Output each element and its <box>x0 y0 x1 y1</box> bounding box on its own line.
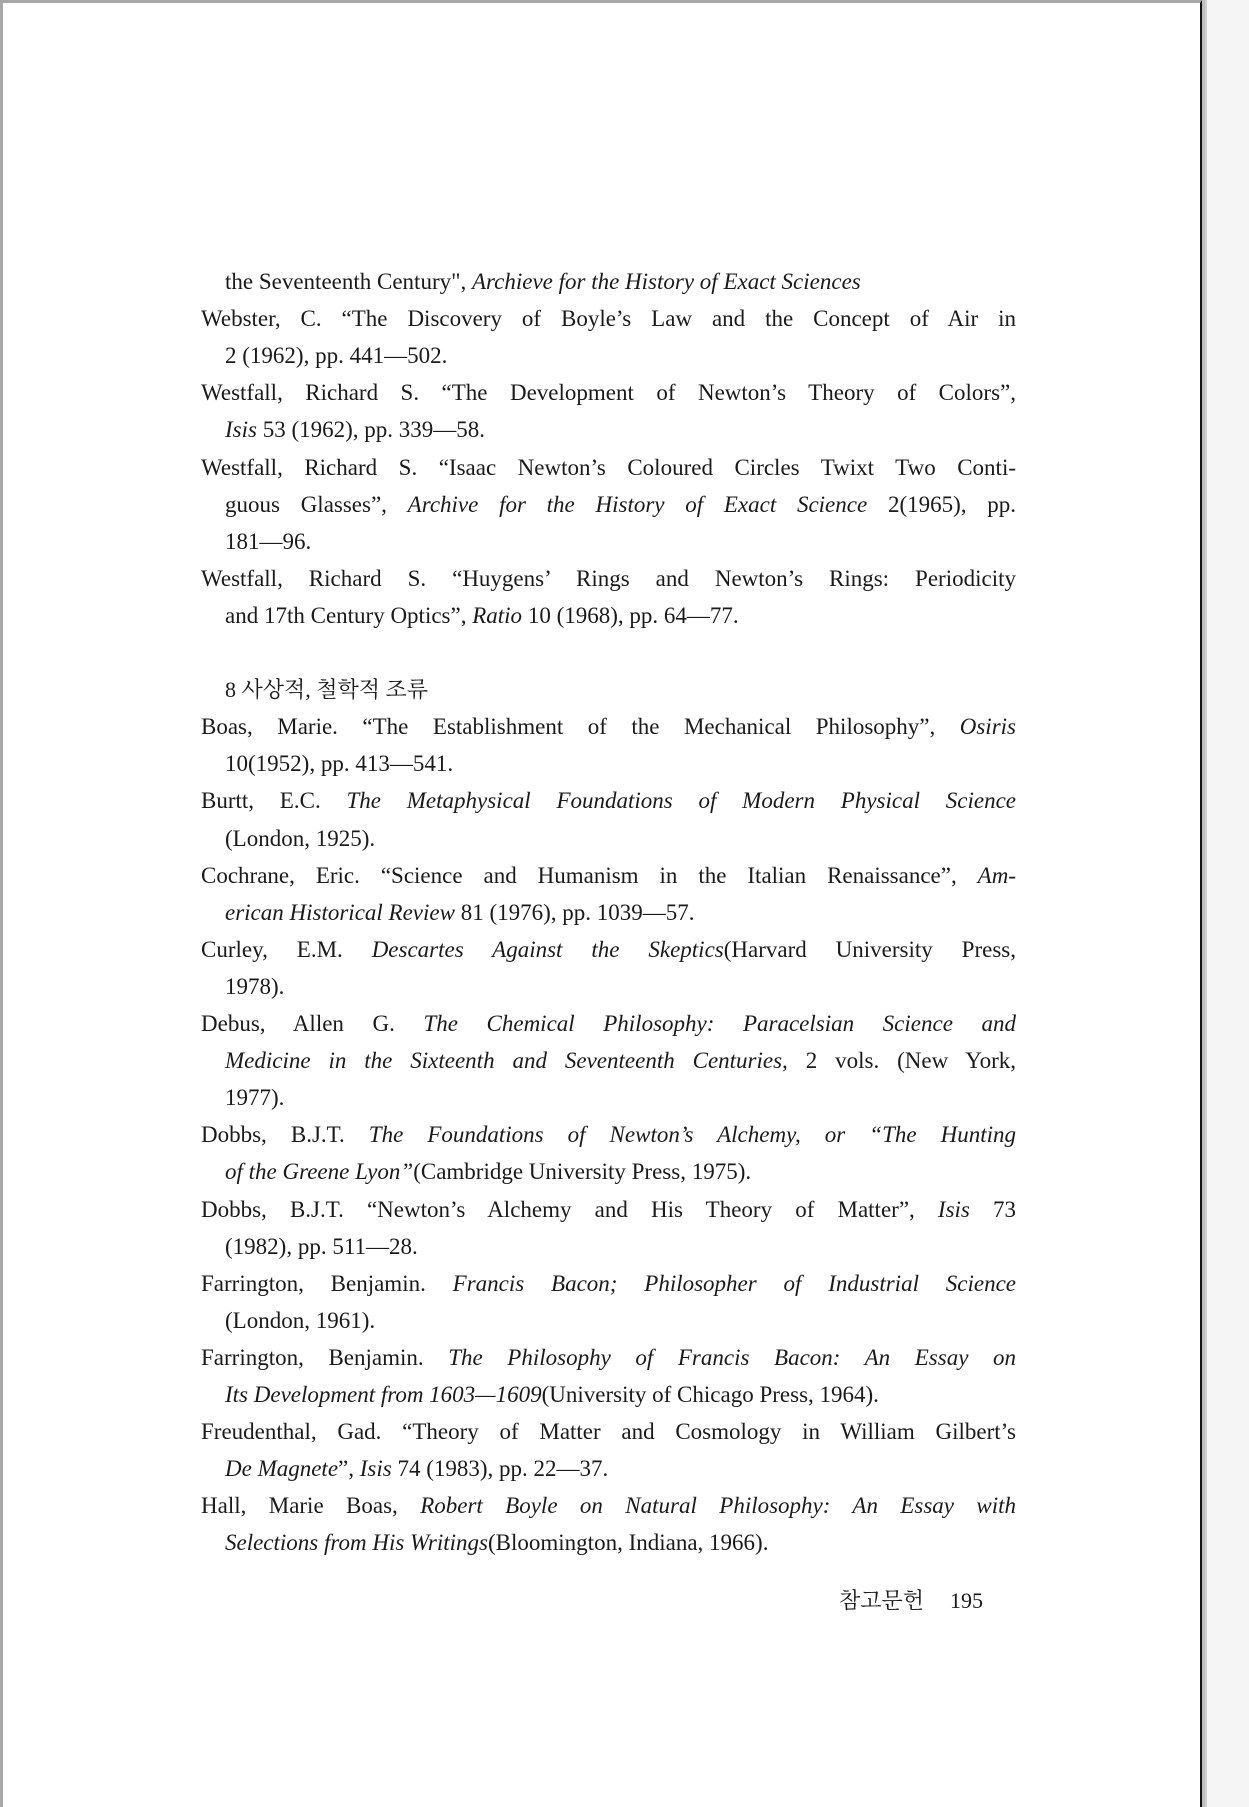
entry-text: 10(1952), pp. 413—541. <box>225 751 454 777</box>
entry-text: Westfall, Richard S. “Isaac Newton’s Coloured Circles Twixt Two Conti- <box>201 454 1016 480</box>
entry-line <box>225 825 375 853</box>
entry-text: Cochrane, Eric. “Science and Humanism in the Italian Renaissance”, <box>201 862 978 888</box>
entry-text: 2 vols. (New York, <box>787 1048 1016 1074</box>
entry-line <box>201 1418 1016 1446</box>
entry-text: Burtt, E.C. <box>201 788 347 814</box>
italic-title: Its Development from 1603—1609 <box>225 1382 542 1407</box>
entry-text: (London, 1961). <box>225 1307 376 1333</box>
entry-line <box>201 1010 1016 1038</box>
italic-title: The Philosophy of Francis Bacon: An Essay on <box>448 1344 1017 1370</box>
entry-line <box>225 1047 1016 1075</box>
entry-text: 81 (1976), pp. 1039—57. <box>454 899 695 925</box>
entry-line <box>225 1233 418 1261</box>
entry-text: (London, 1925). <box>225 825 376 851</box>
entry-text: Boas, Marie. “The Establishment of the Mechanical Philosophy”, <box>201 714 960 740</box>
entry-text: (University of Chicago Press, 1964). <box>541 1382 879 1407</box>
italic-title: Isis <box>359 1456 392 1482</box>
entry-text: 1978). <box>225 973 285 999</box>
entry-line <box>225 602 739 630</box>
italic-title: erican Historical Review <box>225 899 455 925</box>
entry-text: 2 (1962), pp. 441—502. <box>225 343 448 369</box>
entry-line <box>225 1307 375 1335</box>
entry-text: Webster, C. “The Discovery of Boyle’s Law and the Concept of Air in <box>201 306 1016 332</box>
entry-line <box>201 1121 1016 1149</box>
entry-line <box>201 713 1016 741</box>
entry-line <box>225 1455 608 1483</box>
entry-line <box>225 1158 751 1186</box>
entry-text: Freudenthal, Gad. “Theory of Matter and Cosmology in William Gilbert’s <box>201 1419 1016 1445</box>
italic-title: Selections from His Writings <box>225 1530 489 1556</box>
entry-text: Curley, E.M. <box>201 936 372 962</box>
entry-text: Dobbs, B.J.T. <box>201 1122 369 1148</box>
italic-title: Descartes Against the Skeptics <box>371 936 724 962</box>
entry-line <box>225 268 861 296</box>
entry-line <box>225 528 311 556</box>
entry-line <box>201 305 1016 333</box>
entry-line <box>225 1084 284 1112</box>
entry-text: ”, <box>338 1456 360 1482</box>
entry-line <box>201 936 1016 964</box>
entry-line <box>201 1270 1016 1298</box>
italic-title: The Foundations of Newton’s Alchemy, or “The Hunting <box>368 1122 1017 1148</box>
italic-title: Archive for the History of Exact Science <box>407 491 868 517</box>
italic-title: The Chemical Philosophy: Paracelsian Science and <box>423 1011 1016 1036</box>
italic-title: of the Greene Lyon” <box>225 1159 414 1185</box>
entry-text: (1982), pp. 511—28. <box>225 1233 418 1259</box>
entry-text: (Bloomington, Indiana, 1966). <box>488 1530 769 1556</box>
entry-text: (Cambridge University Press, 1975). <box>413 1159 752 1185</box>
entry-text: Farrington, Benjamin. <box>201 1270 453 1296</box>
entry-text: (Harvard University Press, <box>723 936 1016 962</box>
entry-text: Debus, Allen G. <box>201 1011 424 1036</box>
entry-line <box>201 862 1016 890</box>
entry-text: Farrington, Benjamin. <box>201 1344 449 1370</box>
italic-title: Ratio <box>472 602 523 628</box>
entry-line <box>201 787 1016 815</box>
entry-text: Westfall, Richard S. “Huygens’ Rings and Newton’s Rings: Periodicity <box>201 565 1016 591</box>
italic-title: Am- <box>977 862 1016 888</box>
entry-line <box>225 750 453 778</box>
italic-title: Archieve for the History of Exact Sciences <box>472 269 861 294</box>
entry-line <box>225 899 695 927</box>
entry-text: 181—96. <box>225 528 312 554</box>
entry-line <box>225 416 485 444</box>
italic-title: De Magnete <box>225 1456 339 1482</box>
entry-line <box>201 454 1016 482</box>
running-title: 참고문헌 <box>839 1588 925 1613</box>
entry-text: Hall, Marie Boas, <box>201 1493 421 1519</box>
entry-line <box>201 379 1016 407</box>
entry-text: 10 (1968), pp. 64—77. <box>522 602 739 628</box>
entry-text: 2(1965), pp. <box>867 491 1017 517</box>
entry-line <box>201 1344 1016 1372</box>
entry-line <box>201 1196 1016 1224</box>
entry-line <box>225 491 1016 519</box>
entry-line <box>225 1381 879 1409</box>
entry-line <box>225 973 284 1001</box>
italic-title: The Metaphysical Foundations of Modern Physical Science <box>346 788 1016 814</box>
entry-line <box>201 565 1016 593</box>
entry-text: Westfall, Richard S. “The Development of Newton’s Theory of Colors”, <box>201 380 1016 406</box>
entry-text: the Seventeenth Century", <box>225 269 472 294</box>
italic-title: Medicine in the Sixteenth and Seventeenth Centuries, <box>225 1048 788 1074</box>
page-number: 195 <box>950 1588 984 1613</box>
entry-line <box>201 1492 1016 1520</box>
entry-text: and 17th Century Optics”, <box>225 602 473 628</box>
italic-title: Francis Bacon; Philosopher of Industrial Science <box>452 1270 1016 1296</box>
entry-text: 73 <box>969 1196 1017 1222</box>
entry-text: 1977). <box>225 1085 285 1111</box>
entry-text: 74 (1983), pp. 22—37. <box>391 1456 609 1482</box>
entry-text: guous Glasses”, <box>225 491 408 517</box>
entry-text: Dobbs, B.J.T. “Newton’s Alchemy and His Theory of Matter”, <box>201 1196 938 1222</box>
entry-line <box>225 342 447 370</box>
page-footer <box>839 1584 983 1615</box>
entry-text: 53 (1962), pp. 339—58. <box>256 417 486 443</box>
italic-title: Isis <box>225 417 257 443</box>
entry-line <box>225 1529 768 1557</box>
section-heading: 8 사상적, 철학적 조류 <box>225 677 429 703</box>
italic-title: Osiris <box>959 714 1016 740</box>
italic-title: Robert Boyle on Natural Philosophy: An Essay with <box>420 1493 1016 1519</box>
italic-title: Isis <box>937 1196 970 1222</box>
